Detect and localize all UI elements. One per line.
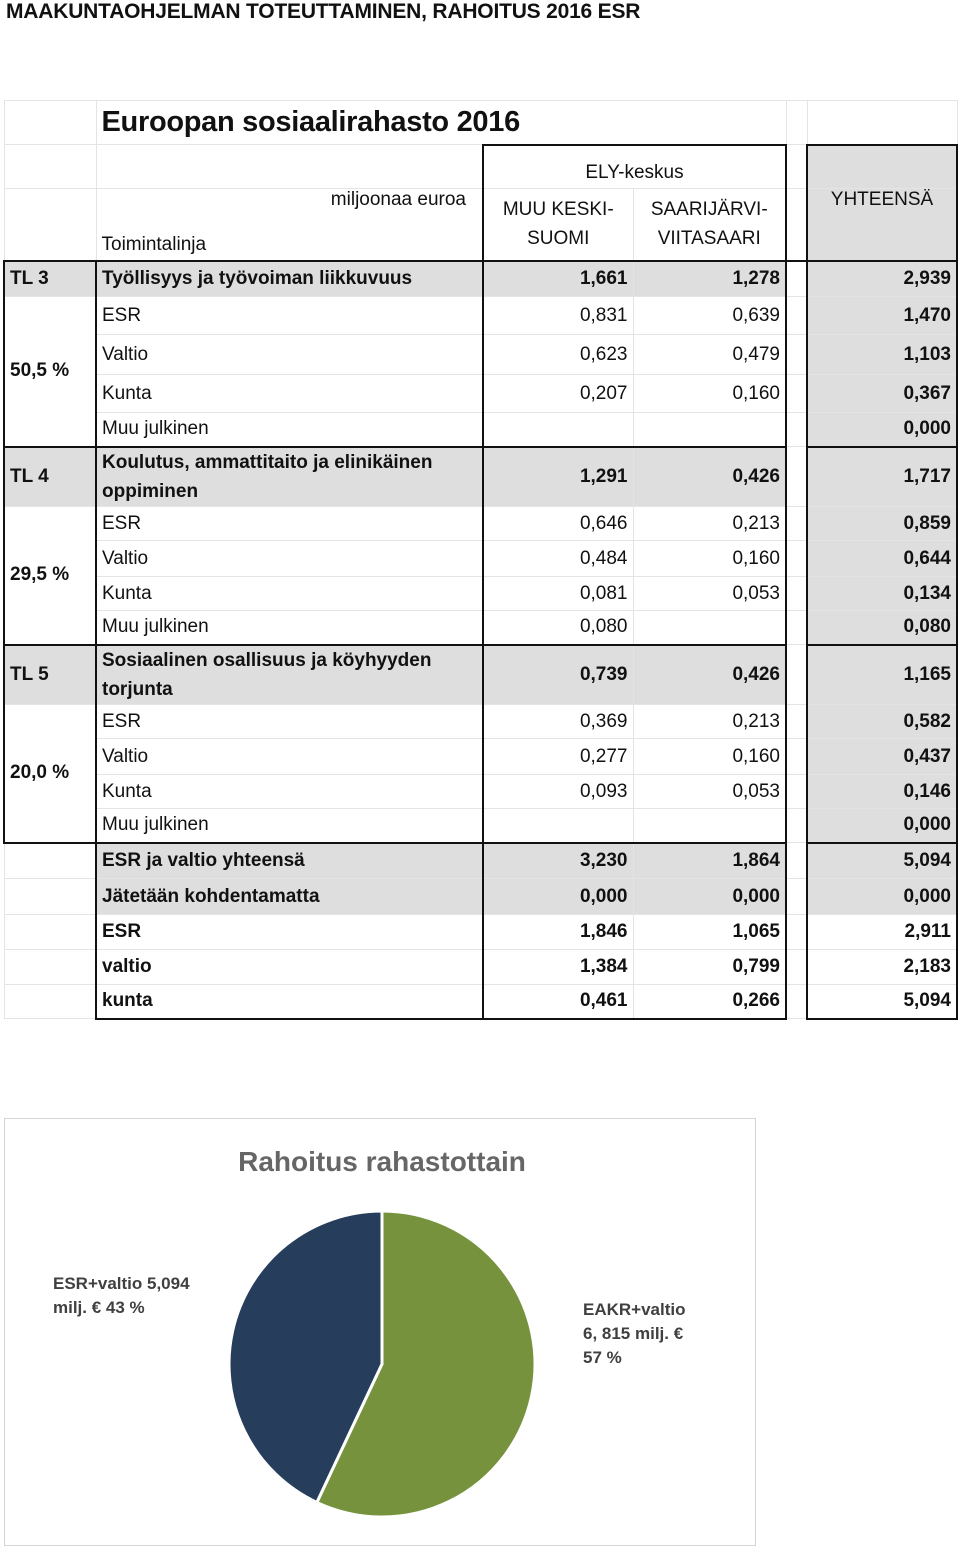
- item-value-total: 0,000: [807, 809, 957, 843]
- summary-value-col1: 1,846: [483, 915, 633, 950]
- blank-cell: [786, 447, 807, 507]
- group-value-col1: 0,739: [483, 645, 633, 705]
- ely-header: ELY-keskus: [483, 145, 786, 189]
- blank-cell: [786, 645, 807, 705]
- summary-label: valtio: [96, 950, 483, 985]
- group-value-total: 2,939: [807, 261, 957, 297]
- slice-label: ESR+valtio 5,094: [53, 1274, 190, 1293]
- item-label: Kunta: [96, 775, 483, 809]
- col-header-muu-keski-suomi: MUU KESKI-SUOMI: [483, 189, 633, 261]
- blank-cell: [4, 915, 96, 950]
- blank-cell: [4, 879, 96, 915]
- blank-cell: [786, 705, 807, 739]
- item-value-total: 0,859: [807, 507, 957, 541]
- slice-label: 57 %: [583, 1348, 622, 1367]
- item-label: Kunta: [96, 577, 483, 611]
- group-percentage: 29,5 %: [4, 507, 96, 645]
- table-title: Euroopan sosiaalirahasto 2016: [96, 101, 786, 145]
- blank-cell: [807, 101, 957, 145]
- item-label: ESR: [96, 507, 483, 541]
- group-value-col1: 1,661: [483, 261, 633, 297]
- group-percentage: 50,5 %: [4, 297, 96, 447]
- total-header-top: [807, 145, 957, 189]
- summary-label: ESR: [96, 915, 483, 950]
- item-value-col1: 0,277: [483, 739, 633, 775]
- item-value-col1: 0,369: [483, 705, 633, 739]
- item-value-col2: 0,213: [633, 507, 786, 541]
- summary-value-total: 2,911: [807, 915, 957, 950]
- blank-cell: [786, 101, 807, 145]
- blank-cell: [4, 985, 96, 1019]
- group-value-col1: 1,291: [483, 447, 633, 507]
- item-label: Muu julkinen: [96, 809, 483, 843]
- blank-cell: [4, 950, 96, 985]
- item-value-col1: 0,484: [483, 541, 633, 577]
- summary-value-col2: 1,065: [633, 915, 786, 950]
- item-value-col1: 0,623: [483, 335, 633, 375]
- item-label: Valtio: [96, 541, 483, 577]
- group-percentage: 20,0 %: [4, 705, 96, 843]
- item-value-total: 1,470: [807, 297, 957, 335]
- summary-value-total: 5,094: [807, 985, 957, 1019]
- blank-cell: [786, 950, 807, 985]
- item-label: ESR: [96, 705, 483, 739]
- slice-label: 6, 815 milj. €: [583, 1324, 684, 1343]
- item-value-total: 0,644: [807, 541, 957, 577]
- blank-cell: [786, 809, 807, 843]
- item-label: Valtio: [96, 335, 483, 375]
- item-value-col2: 0,053: [633, 577, 786, 611]
- item-value-col2: 0,479: [633, 335, 786, 375]
- unit-label: miljoonaa euroa: [330, 189, 466, 210]
- group-value-col2: 0,426: [633, 645, 786, 705]
- summary-value-total: 0,000: [807, 879, 957, 915]
- item-value-col2: [633, 611, 786, 645]
- item-value-col2: 0,160: [633, 375, 786, 413]
- item-value-col1: 0,207: [483, 375, 633, 413]
- blank-cell: [4, 145, 96, 189]
- item-value-col2: 0,053: [633, 775, 786, 809]
- item-value-col2: 0,160: [633, 739, 786, 775]
- summary-label: ESR ja valtio yhteensä: [96, 843, 483, 879]
- summary-value-col2: 0,000: [633, 879, 786, 915]
- item-value-total: 0,146: [807, 775, 957, 809]
- item-value-total: 1,103: [807, 335, 957, 375]
- blank-cell: [786, 335, 807, 375]
- item-value-total: 0,582: [807, 705, 957, 739]
- item-value-col2: [633, 809, 786, 843]
- group-code: TL 4: [4, 447, 96, 507]
- item-label: Muu julkinen: [96, 611, 483, 645]
- blank-cell: [786, 375, 807, 413]
- slice-label: EAKR+valtio: [583, 1300, 686, 1319]
- item-label: ESR: [96, 297, 483, 335]
- group-value-total: 1,165: [807, 645, 957, 705]
- item-value-total: 0,000: [807, 413, 957, 447]
- item-label: Kunta: [96, 375, 483, 413]
- item-value-total: 0,367: [807, 375, 957, 413]
- blank-cell: [786, 879, 807, 915]
- item-value-col1: 0,080: [483, 611, 633, 645]
- item-value-col2: 0,160: [633, 541, 786, 577]
- group-name: Työllisyys ja työvoiman liikkuvuus: [96, 261, 483, 297]
- blank-cell: [4, 843, 96, 879]
- blank-cell: [4, 189, 96, 261]
- group-value-col2: 1,278: [633, 261, 786, 297]
- summary-value-col1: 1,384: [483, 950, 633, 985]
- group-code: TL 3: [4, 261, 96, 297]
- group-name: Koulutus, ammattitaito ja elinikäinen oppiminen: [96, 447, 483, 507]
- blank-cell: [786, 915, 807, 950]
- blank-cell: [786, 843, 807, 879]
- blank-cell: [96, 145, 483, 189]
- item-label: Valtio: [96, 739, 483, 775]
- slice-label: milj. € 43 %: [53, 1298, 145, 1317]
- item-value-total: 0,134: [807, 577, 957, 611]
- row-header-cell: [96, 189, 483, 261]
- group-value-total: 1,717: [807, 447, 957, 507]
- group-name: Sosiaalinen osallisuus ja köyhyyden torjunta: [96, 645, 483, 705]
- item-label: Muu julkinen: [96, 413, 483, 447]
- summary-value-col1: 0,000: [483, 879, 633, 915]
- funding-table: [3, 100, 958, 1020]
- item-value-col1: [483, 809, 633, 843]
- group-code: TL 5: [4, 645, 96, 705]
- item-value-col1: 0,831: [483, 297, 633, 335]
- summary-value-col2: 1,864: [633, 843, 786, 879]
- summary-value-total: 2,183: [807, 950, 957, 985]
- item-value-col2: 0,213: [633, 705, 786, 739]
- blank-cell: [786, 297, 807, 335]
- group-value-col2: 0,426: [633, 447, 786, 507]
- item-value-col1: [483, 413, 633, 447]
- blank-cell: [786, 985, 807, 1019]
- funding-table-sheet: [3, 100, 956, 1020]
- blank-cell: [786, 577, 807, 611]
- summary-value-col2: 0,799: [633, 950, 786, 985]
- blank-cell: [786, 413, 807, 447]
- chart-title: Rahoitus rahastottain: [238, 1146, 526, 1177]
- col-header-saarijarvi-viitasaari: SAARIJÄRVI-VIITASAARI: [633, 189, 786, 261]
- item-value-col1: 0,081: [483, 577, 633, 611]
- blank-cell: [786, 507, 807, 541]
- blank-cell: [786, 541, 807, 577]
- summary-value-total: 5,094: [807, 843, 957, 879]
- item-value-col2: 0,639: [633, 297, 786, 335]
- blank-cell: [786, 261, 807, 297]
- item-value-col1: 0,646: [483, 507, 633, 541]
- item-value-col2: [633, 413, 786, 447]
- item-value-total: 0,080: [807, 611, 957, 645]
- summary-label: kunta: [96, 985, 483, 1019]
- summary-label: Jätetään kohdentamatta: [96, 879, 483, 915]
- blank-cell: [786, 145, 807, 189]
- summary-value-col1: 0,461: [483, 985, 633, 1019]
- item-value-col1: 0,093: [483, 775, 633, 809]
- pie-chart: [5, 1119, 755, 1545]
- blank-cell: [786, 189, 807, 261]
- blank-cell: [4, 101, 96, 145]
- col-header-total: YHTEENSÄ: [807, 189, 957, 261]
- blank-cell: [786, 775, 807, 809]
- blank-cell: [786, 611, 807, 645]
- row-header-label: Toimintalinja: [101, 233, 207, 255]
- summary-value-col2: 0,266: [633, 985, 786, 1019]
- item-value-total: 0,437: [807, 739, 957, 775]
- summary-value-col1: 3,230: [483, 843, 633, 879]
- page-title: MAAKUNTAOHJELMAN TOTEUTTAMINEN, RAHOITUS 2016 ESR: [6, 0, 641, 23]
- pie-chart-box: [4, 1118, 756, 1546]
- blank-cell: [786, 739, 807, 775]
